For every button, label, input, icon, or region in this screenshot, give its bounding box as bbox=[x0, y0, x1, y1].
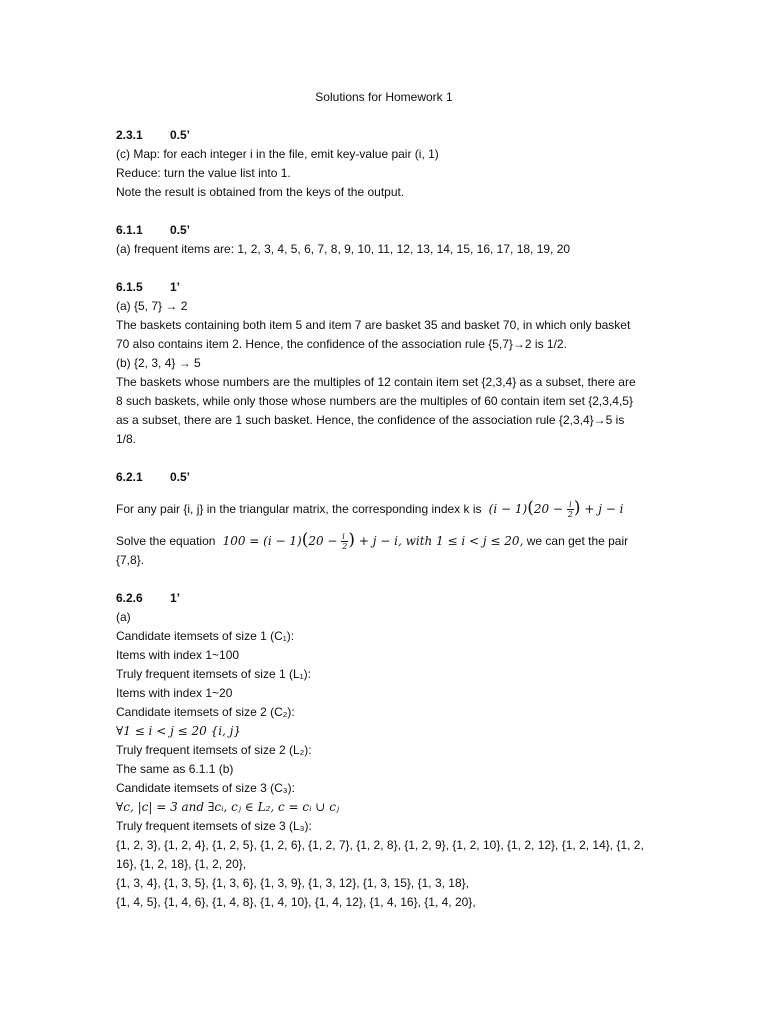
text-line: Items with index 1~20 bbox=[116, 686, 233, 700]
itemset-line: {1, 2, 3}, {1, 2, 4}, {1, 2, 5}, {1, 2, 6}, {1, 2, 7}, {1, 2, 8}, {1, 2, 9}, {1, 2, 10}, {1, 2, 12}, {1, 2, 14}, {1, 2, bbox=[116, 838, 644, 852]
text-line: 70 also contains item 2. Hence, the confidence of the association rule {5,7}→2 is 1/2. bbox=[116, 337, 567, 351]
text-line: Note the result is obtained from the keys of the output. bbox=[116, 185, 405, 199]
section-number: 6.2.1 bbox=[116, 470, 143, 484]
section-points: 0.5’ bbox=[170, 223, 191, 237]
text-line: Candidate itemsets of size 2 (C₂): bbox=[116, 705, 295, 719]
text-line: Truly frequent itemsets of size 2 (L₂): bbox=[116, 743, 312, 757]
equation-condition: , with 1 ≤ i < j ≤ 20, bbox=[397, 534, 524, 548]
text-line: (a) frequent items are: 1, 2, 3, 4, 5, 6, 7, 8, 9, 10, 11, 12, 13, 14, 15, 16, 17, 18, 19, 20 bbox=[116, 242, 571, 256]
section-number: 2.3.1 bbox=[116, 128, 143, 142]
text-line: {7,8}. bbox=[116, 553, 145, 567]
text-line: The same as 6.1.1 (b) bbox=[116, 762, 234, 776]
itemset-line: {1, 4, 5}, {1, 4, 6}, {1, 4, 8}, {1, 4, 10}, {1, 4, 12}, {1, 4, 16}, {1, 4, 20}, bbox=[116, 895, 476, 909]
section-points: 1’ bbox=[170, 280, 181, 294]
section-6-1-1 bbox=[116, 221, 652, 259]
text-line: Candidate itemsets of size 3 (C₃): bbox=[116, 781, 295, 795]
text-line: Truly frequent itemsets of size 3 (L₃): bbox=[116, 819, 312, 833]
section-header bbox=[116, 278, 652, 297]
text-line: 8 such baskets, while only those whose numbers are the multiples of 60 contain item set {2,3,4,5} bbox=[116, 394, 633, 408]
section-header bbox=[116, 468, 652, 487]
itemset-line: 16}, {1, 2, 18}, {1, 2, 20}, bbox=[116, 857, 247, 871]
section-6-2-6 bbox=[116, 589, 652, 912]
section-6-2-1 bbox=[116, 468, 652, 570]
section-6-1-5 bbox=[116, 278, 652, 449]
section-number: 6.1.1 bbox=[116, 223, 143, 237]
document-page bbox=[116, 88, 652, 912]
text-line: For any pair {i, j} in the triangular matrix, the corresponding index k is bbox=[116, 502, 482, 516]
text-line: 1/8. bbox=[116, 432, 137, 446]
section-header bbox=[116, 589, 652, 608]
text-line: as a subset, there are 1 such basket. Hence, the confidence of the association rule {2,3,4}→5 is bbox=[116, 413, 625, 427]
equation-line bbox=[116, 531, 652, 551]
section-number: 6.1.5 bbox=[116, 280, 143, 294]
c3-formula: ∀c, |c| = 3 and ∃cᵢ, cⱼ ∈ L₂, c = cᵢ ∪ cⱼ bbox=[116, 800, 340, 814]
section-number: 6.2.6 bbox=[116, 591, 143, 605]
section-2-3-1 bbox=[116, 126, 652, 202]
c2-formula: ∀1 ≤ i < j ≤ 20 {i, j} bbox=[116, 724, 242, 738]
text-line: The baskets whose numbers are the multiples of 12 contain item set {2,3,4} as a subset, there are bbox=[116, 375, 636, 389]
index-formula-line bbox=[116, 499, 652, 519]
index-formula: (i − 1)(20 − $\frac{i}{2}$ ) + j − i bbox=[484, 498, 624, 519]
text-line: (c) Map: for each integer i in the file, emit key-value pair (i, 1) bbox=[116, 147, 439, 161]
document-title: Solutions for Homework 1 bbox=[315, 90, 453, 104]
text-line: Solve the equation bbox=[116, 534, 216, 548]
part-a-label: (a) {5, 7} → 2 bbox=[116, 299, 188, 313]
section-points: 1’ bbox=[170, 591, 181, 605]
text-line: Items with index 1~100 bbox=[116, 648, 240, 662]
text-line: we can get the pair bbox=[526, 534, 629, 548]
itemset-line: {1, 3, 4}, {1, 3, 5}, {1, 3, 6}, {1, 3, 9}, {1, 3, 12}, {1, 3, 15}, {1, 3, 18}, bbox=[116, 876, 469, 890]
part-a-label: (a) bbox=[116, 610, 131, 624]
text-line: Truly frequent itemsets of size 1 (L₁): bbox=[116, 667, 312, 681]
equation: 100 = (i − 1)(20 − $\frac{i}{2}$ ) + j − i bbox=[218, 530, 398, 551]
text-line: The baskets containing both item 5 and item 7 are basket 35 and basket 70, in which only basket bbox=[116, 318, 631, 332]
section-header bbox=[116, 221, 652, 240]
part-b-label: (b) {2, 3, 4} → 5 bbox=[116, 356, 201, 370]
section-header bbox=[116, 126, 652, 145]
text-line: Candidate itemsets of size 1 (C₁): bbox=[116, 629, 295, 643]
section-points: 0.5’ bbox=[170, 470, 191, 484]
text-line: Reduce: turn the value list into 1. bbox=[116, 166, 291, 180]
section-points: 0.5’ bbox=[170, 128, 191, 142]
